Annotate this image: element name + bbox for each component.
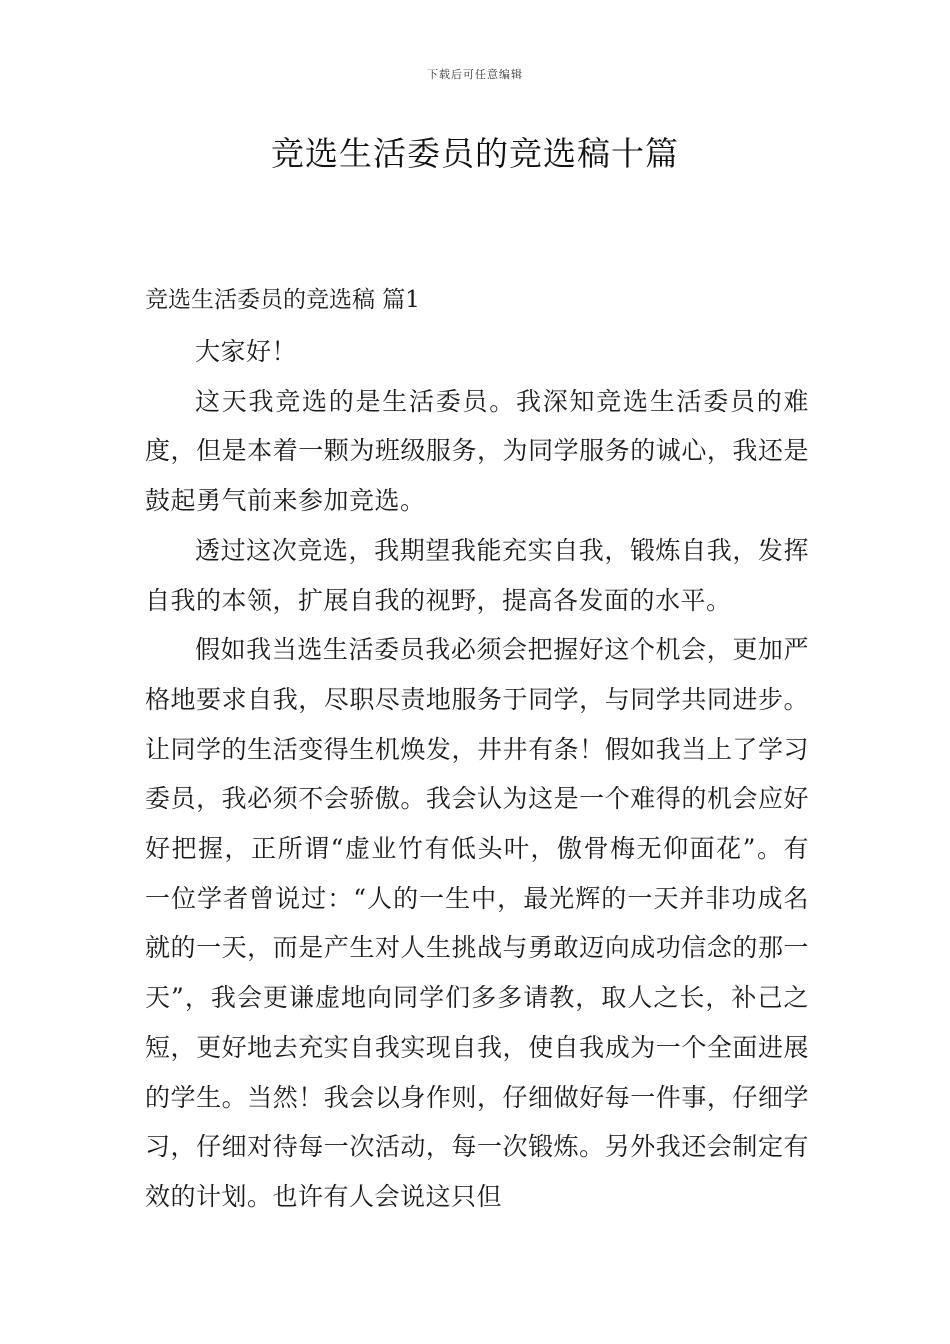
document-title: 竞选生活委员的竞选稿十篇 [271, 134, 679, 173]
paragraph: 透过这次竞选，我期望我能充实自我，锻炼自我，发挥自我的本领，扩展自我的视野，提高各发面的水平。 [145, 535, 809, 615]
section-1 [145, 278, 809, 1222]
section-heading: 竞选生活委员的竞选稿 篇1 [145, 287, 420, 313]
paragraph: 这天我竞选的是生活委员。我深知竞选生活委员的难度，但是本着一颗为班级服务，为同学服务的诚心，我还是鼓起勇气前来参加竞选。 [145, 386, 809, 516]
paragraph-greeting: 大家好！ [195, 337, 298, 366]
paragraph: 假如我当选生活委员我必须会把握好这个机会，更加严格地要求自我，尽职尽责地服务于同学，与同学共同进步。让同学的生活变得生机焕发，井井有条！假如我当上了学习委员，我必须不会骄傲。我会认为这是一个难得的机会应好好把握，正所谓“虚业竹有低头叶，傲骨梅无仰面花”。有一位学者曾说过：“人的一生中，最光辉的一天并非功成名就的一天，而是产生对人生挑战与勇敢迈向成功信念的那一天”，我会更谦虚地向同学们多多请教，取人之长，补己之短，更好地去充实自我实现自我，使自我成为一个全面进展的学生。当然！我会以身作则，仔细做好每一件事，仔细学习，仔细对待每一次活动，每一次锻炼。另外我还会制定有效的计划。也许有人会说这只但 [145, 635, 809, 1211]
header-note: 下载后可任意编辑 [427, 68, 523, 81]
